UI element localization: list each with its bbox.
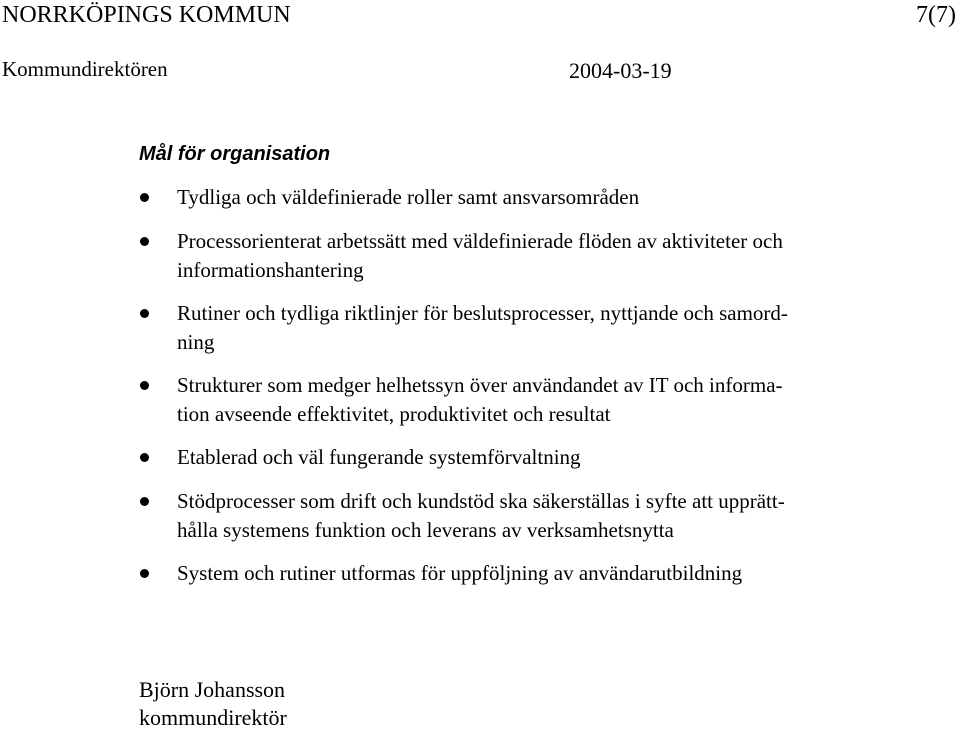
- list-item-text: [177, 443, 897, 472]
- list-item-line: ning: [177, 330, 215, 354]
- bullet-icon: [140, 193, 149, 202]
- bullet-icon: [140, 309, 149, 318]
- list-item-text: [177, 299, 897, 357]
- page-number: 7(7): [916, 2, 956, 28]
- section-heading: Mål för organisation: [139, 143, 331, 165]
- bullet-icon: [140, 569, 149, 578]
- document-date: 2004-03-19: [569, 58, 672, 83]
- list-item-line: System och rutiner utformas för uppföljning av användarutbildning: [177, 561, 743, 585]
- list-item-text: [177, 487, 897, 545]
- list-item-line: Etablerad och väl fungerande systemförvaltning: [177, 445, 581, 469]
- bullet-icon: [140, 237, 149, 246]
- list-item-line: tion avseende effektivitet, produktivitet och resultat: [177, 402, 611, 426]
- list-item-line: Strukturer som medger helhetssyn över användandet av IT och informa-: [177, 373, 783, 397]
- organization-name: NORRKÖPINGS KOMMUN: [2, 2, 291, 28]
- list-item-line: hålla systemens funktion och leverans av verksamhetsnytta: [177, 518, 674, 542]
- list-item-line: Tydliga och väldefinierade roller samt ansvarsområden: [177, 185, 640, 209]
- list-item-line: Stödprocesser som drift och kundstöd ska säkerställas i syfte att upprätt-: [177, 489, 785, 513]
- list-item-text: [177, 371, 897, 429]
- list-item-line: Rutiner och tydliga riktlinjer för beslutsprocesser, nyttjande och samord-: [177, 301, 788, 325]
- list-item-line: Processorienterat arbetssätt med väldefinierade flöden av aktiviteter och: [177, 229, 783, 253]
- signature-title: kommundirektör: [139, 705, 287, 730]
- list-item-text: [177, 183, 897, 212]
- bullet-icon: [140, 453, 149, 462]
- bullet-icon: [140, 381, 149, 390]
- list-item-text: [177, 559, 897, 588]
- list-item-line: informationshantering: [177, 258, 364, 282]
- signature-name: Björn Johansson: [139, 677, 286, 702]
- bullet-icon: [140, 497, 149, 506]
- department-name: Kommundirektören: [2, 57, 168, 81]
- list-item-text: [177, 227, 897, 285]
